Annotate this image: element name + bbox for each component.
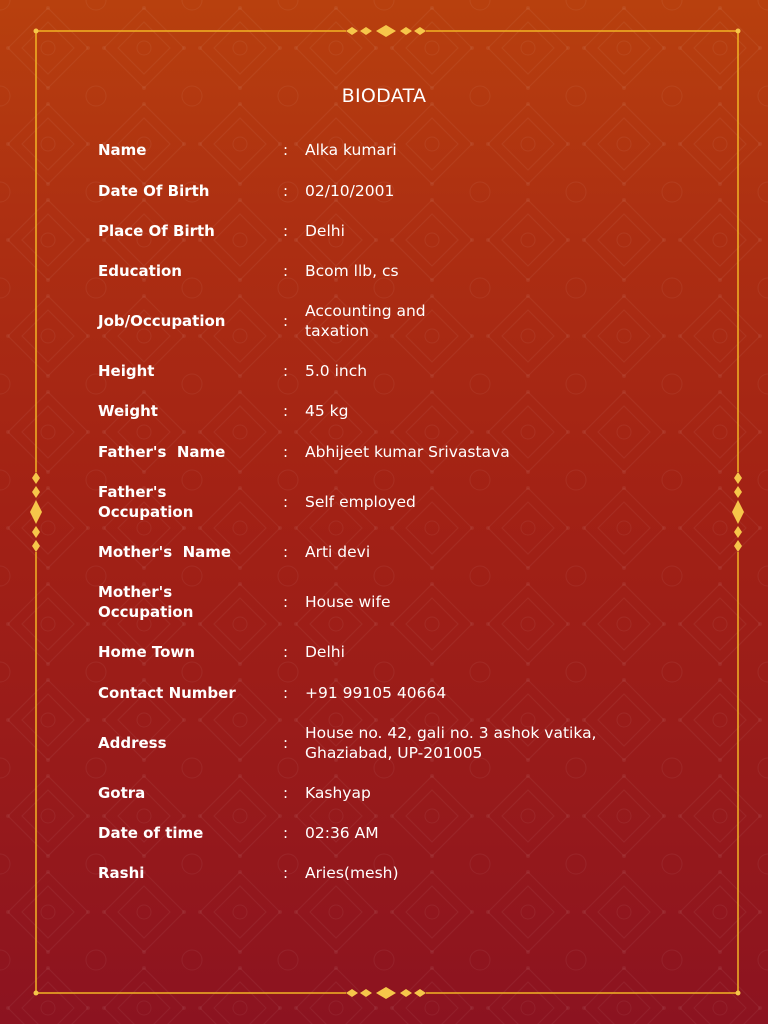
detail-label: Mother's Name <box>98 543 232 561</box>
separator-colon: : <box>283 182 289 200</box>
detail-value: Bcom llb, cs <box>305 262 399 280</box>
detail-value: Self employed <box>305 493 416 511</box>
detail-value: Kashyap <box>305 784 371 802</box>
detail-row <box>98 261 658 281</box>
detail-row <box>98 542 658 562</box>
detail-row <box>98 723 658 763</box>
detail-value: House no. 42, gali no. 3 ashok vatika, Ghaziabad, UP-201005 <box>305 724 597 762</box>
page-title: BIODATA <box>341 85 427 107</box>
separator-colon: : <box>283 262 289 280</box>
separator-colon: : <box>283 362 289 380</box>
separator-colon: : <box>283 222 289 240</box>
separator-colon: : <box>283 493 289 511</box>
detail-label: Name <box>98 141 147 159</box>
separator-colon: : <box>283 312 289 330</box>
detail-row <box>98 482 658 522</box>
separator-colon: : <box>283 593 289 611</box>
detail-row <box>98 863 658 883</box>
detail-label: Home Town <box>98 643 195 661</box>
detail-value: Delhi <box>305 643 345 661</box>
detail-value: 02:36 AM <box>305 824 379 842</box>
detail-value: 02/10/2001 <box>305 182 395 200</box>
detail-value: 45 kg <box>305 402 349 420</box>
detail-row <box>98 683 658 703</box>
detail-value: Accounting and taxation <box>305 302 426 340</box>
detail-row <box>98 361 658 381</box>
separator-colon: : <box>283 684 289 702</box>
detail-label: Contact Number <box>98 684 236 702</box>
separator-colon: : <box>283 824 289 842</box>
detail-label: Place Of Birth <box>98 222 215 240</box>
detail-label: Date Of Birth <box>98 182 210 200</box>
detail-value: Delhi <box>305 222 345 240</box>
detail-row <box>98 442 658 462</box>
detail-value: Arti devi <box>305 543 371 561</box>
detail-value: Aries(mesh) <box>305 864 399 882</box>
detail-value: House wife <box>305 593 391 611</box>
detail-value: Abhijeet kumar Srivastava <box>305 443 510 461</box>
detail-value: +91 99105 40664 <box>305 684 447 702</box>
separator-colon: : <box>283 543 289 561</box>
detail-row <box>98 401 658 421</box>
detail-label: Education <box>98 262 182 280</box>
detail-row <box>98 140 658 160</box>
detail-row <box>98 221 658 241</box>
detail-label: Father's Name <box>98 443 226 461</box>
detail-value: 5.0 inch <box>305 362 368 380</box>
detail-label: Gotra <box>98 784 146 802</box>
detail-row <box>98 823 658 843</box>
separator-colon: : <box>283 141 289 159</box>
separator-colon: : <box>283 402 289 420</box>
detail-value: Alka kumari <box>305 141 397 159</box>
separator-colon: : <box>283 643 289 661</box>
separator-colon: : <box>283 864 289 882</box>
detail-label: Height <box>98 362 155 380</box>
detail-row <box>98 181 658 201</box>
separator-colon: : <box>283 784 289 802</box>
detail-row <box>98 582 658 622</box>
detail-row <box>98 301 658 341</box>
detail-label: Job/Occupation <box>98 312 226 330</box>
separator-colon: : <box>283 734 289 752</box>
detail-label: Mother's Occupation <box>98 583 194 621</box>
detail-row <box>98 642 658 662</box>
detail-label: Date of time <box>98 824 204 842</box>
separator-colon: : <box>283 443 289 461</box>
detail-row <box>98 783 658 803</box>
detail-label: Father's Occupation <box>98 483 194 521</box>
detail-label: Rashi <box>98 864 145 882</box>
detail-label: Weight <box>98 402 158 420</box>
detail-label: Address <box>98 734 167 752</box>
